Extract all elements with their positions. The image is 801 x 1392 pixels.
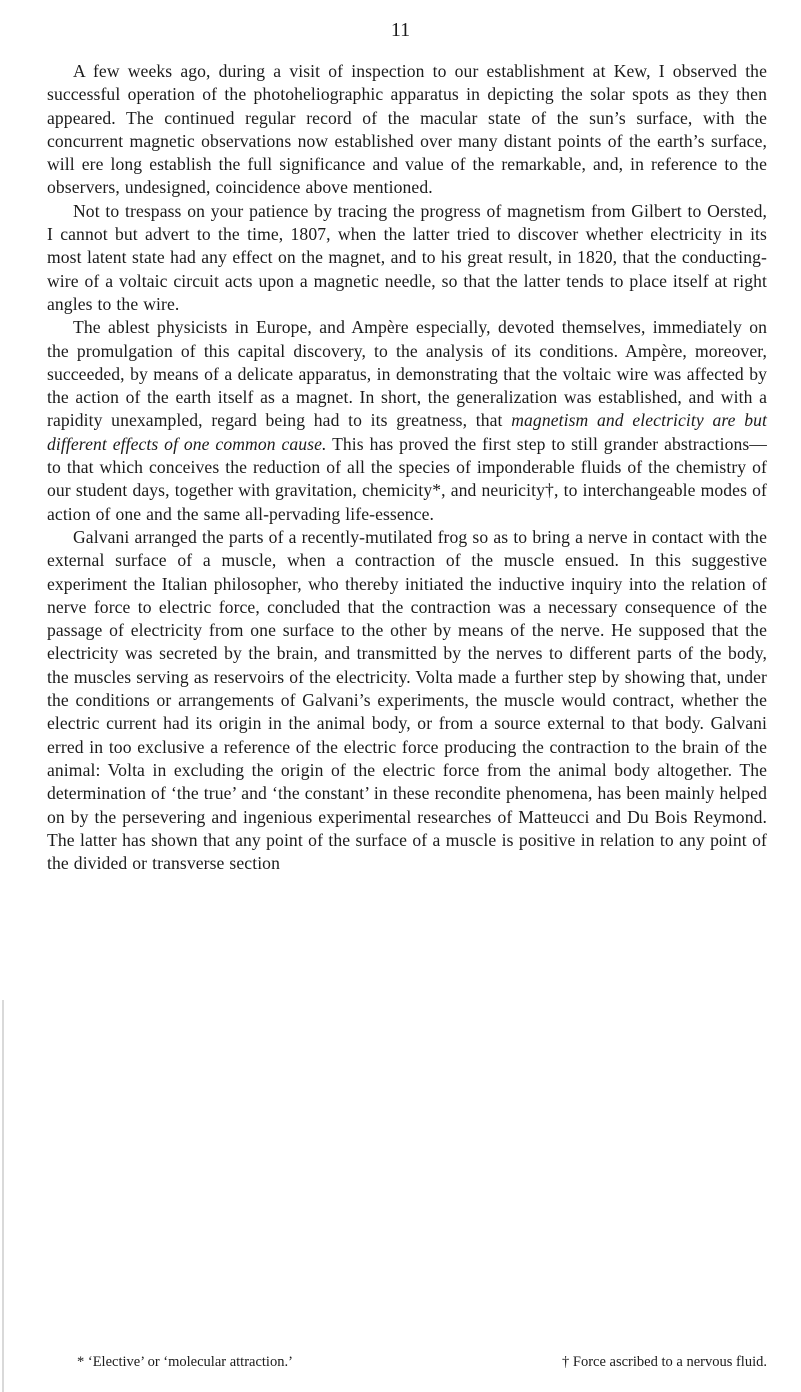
paragraph-galvani: Galvani arranged the parts of a recently-mutilated frog so as to bring a nerve in contact with the external surface of a muscle, when a contraction of the muscle ensued. In this suggestive experiment the Italian philosopher, who thereby initiated the inductive inquiry into the relation of nerve force to electric force, concluded that the contraction was a necessary consequence of the passage of electricity from one surface to the other by means of the nerve. He supposed that the electricity was secreted by the brain, and transmitted by the nerves to different parts of the body, the muscles serving as reservoirs of the electricity. Volta made a further step by showing that, under the conditions or arrangements of Galvani’s experiments, the muscle would contract, whether the electric current had its origin in the animal body, or from a source external to that body. Galvani erred in too exclusive a reference of the electric force producing the contraction to the brain of the animal: Volta in excluding the origin of the electric force from the animal body altogether. The determination of ‘the true’ and ‘the constant’ in these recondite phenomena, has been mainly helped on by the persevering and ingenious experimental researches of Matteucci and Du Bois Reymond. The latter has shown that any point of the surface of a muscle is positive in relation to any point of the divided or transverse section <box>47 526 767 874</box>
footnote-chemicity: * ‘Elective’ or ‘molecular attraction.’ <box>77 1354 293 1370</box>
paragraph-ampere-emphasis: magnetism and electricity are but different effects of one common cause. <box>47 410 767 454</box>
body-text <box>47 60 767 875</box>
paragraph-ampere <box>47 316 767 526</box>
footnotes <box>77 1353 767 1371</box>
page-number: 11 <box>390 19 411 41</box>
footnote-neuricity: † Force ascribed to a nervous fluid. <box>562 1354 767 1370</box>
paragraph-oersted: Not to trespass on your patience by tracing the progress of magnetism from Gilbert to Oersted, I cannot but advert to the time, 1807, when the latter tried to discover whether electricity in its most latent state had any effect on the magnet, and to his great result, in 1820, that the conducting-wire of a voltaic circuit acts upon a magnetic needle, so that the latter tends to place itself at right angles to the wire. <box>47 200 767 314</box>
page-edge-shadow <box>2 1000 4 1392</box>
paragraph-ampere-part1: The ablest physicists in Europe, and Ampère especially, devoted themselves, immediately on the promulgation of this capital discovery, to the analysis of its conditions. Ampère, moreover, succeeded, by means of a delicate apparatus, in demonstrating that the voltaic wire was affected by the action of the earth itself as a magnet. In short, the generalization was established, and with a rapidity unexampled, regard being had to its greatness, that <box>47 317 767 431</box>
paragraph-ampere-part2: This has proved the first step to still grander abstractions—to that which conceives the reduction of all the species of imponderable fluids of the chemistry of our student days, together with gravitation, chemicity*, and neuricity†, to interchangeable modes of action of one and the same all-pervading life-essence. <box>47 433 767 524</box>
paragraph-kew-observation: A few weeks ago, during a visit of inspection to our establishment at Kew, I observed the successful operation of the photoheliographic apparatus in depicting the solar spots as they then appeared. The continued regular record of the macular state of the sun’s surface, with the concurrent magnetic observations now established over many distant points of the earth’s surface, will ere long establish the full significance and value of the remarkable, and, in reference to the observers, undesigned, coincidence above mentioned. <box>47 61 767 198</box>
